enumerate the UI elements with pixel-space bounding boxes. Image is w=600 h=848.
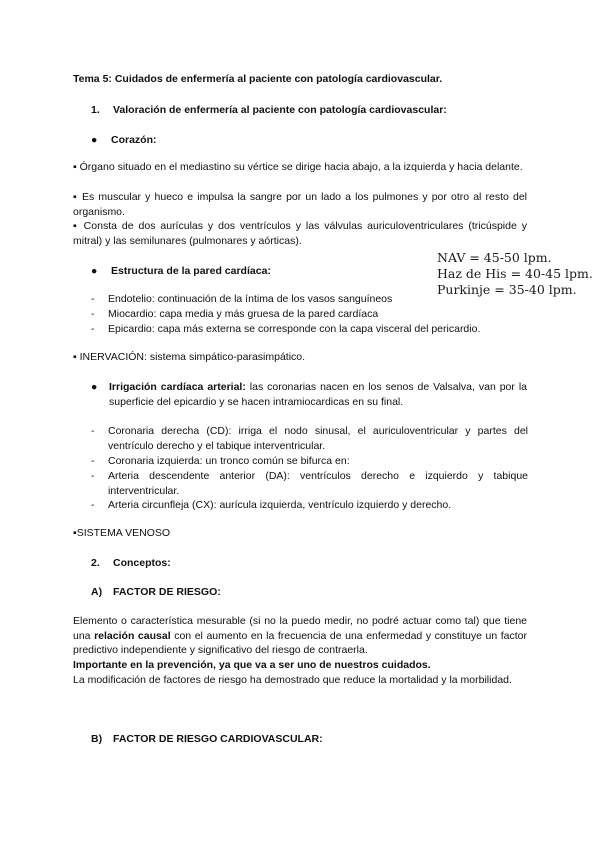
para-1-text-a: Elemento o característica mesurable (si no la puedo medir, no podré actuar como tal) que tiene una: [73, 615, 527, 642]
dash-marker: -: [91, 499, 95, 511]
section-1-number: 1.: [91, 104, 100, 116]
list-item: [0, 307, 600, 322]
irrigacion-block: [91, 380, 527, 409]
pared-heading: [91, 264, 271, 279]
irrigacion-item-2: Coronaria izquierda: un tronco común se bifurca en:: [108, 455, 350, 467]
dash-marker: -: [91, 308, 95, 320]
pared-item-3: Epicardio: capa más externa se corresponde con la capa visceral del pericardio.: [108, 323, 481, 335]
section-2-number: 2.: [91, 557, 100, 569]
irrigacion-item-3: Arteria descendente anterior (DA): ventrículos derecho e izquierdo y tabique interventricular.: [108, 470, 528, 497]
section-a-para-1: [73, 614, 527, 658]
corazon-title: Corazón:: [111, 134, 157, 146]
venoso-line: ▪SISTEMA VENOSO: [73, 527, 171, 539]
section-b-heading: [91, 732, 323, 747]
section-2-heading: [91, 556, 171, 571]
list-item: [0, 292, 600, 307]
section-a-title: FACTOR DE RIESGO:: [113, 586, 221, 598]
bullet-icon: ●: [91, 134, 98, 146]
list-item: [0, 454, 600, 469]
section-a-label: A): [91, 586, 103, 598]
corazon-para-3: ▪ Consta de dos aurículas y dos ventrículos y las válvulas auriculoventriculares (tricúspide y mitral) y las semilunares (pulmonares y aórticas).: [73, 220, 527, 247]
dash-marker: -: [91, 323, 95, 335]
corazon-para-2: ▪ Es muscular y hueco e impulsa la sangre por un lado a los pulmones y por otro al resto del organismo.: [73, 191, 527, 218]
dash-marker: -: [91, 425, 95, 437]
annotation-line-1: NAV = 45-50 lpm.: [437, 250, 552, 265]
annotation-line-2: Haz de His = 40-45 lpm.: [437, 266, 593, 281]
para-1-text-c: con el aumento en la frecuencia de una enfermedad y constituye un factor predictivo independiente y significativo del riesgo de contraerla.: [73, 629, 527, 657]
section-a-para-2: Importante en la prevención, ya que va a ser uno de nuestros cuidados.: [73, 659, 431, 671]
section-a-para-3: La modificación de factores de riesgo ha demostrado que reduce la mortalidad y la morbilidad.: [73, 674, 512, 686]
pared-title: Estructura de la pared cardíaca:: [111, 265, 271, 277]
irrigacion-title: Irrigación cardíaca arterial:: [109, 381, 246, 393]
handwritten-annotation: [437, 250, 593, 298]
list-item: [0, 469, 600, 499]
section-1-title: Valoración de enfermería al paciente con patología cardiovascular:: [113, 104, 447, 116]
dash-marker: -: [91, 455, 95, 467]
corazon-heading: [91, 133, 157, 148]
dash-marker: -: [91, 470, 95, 482]
irrigacion-text: las coronarias nacen en los senos de Valsalva, van por la superficie del epicardio y se hacen intramiocardicas en su final.: [109, 381, 527, 408]
annotation-line-3: Purkinje = 35-40 lpm.: [437, 282, 577, 297]
section-1-heading: [91, 103, 447, 118]
section-2-title: Conceptos:: [113, 557, 171, 569]
section-b-title: FACTOR DE RIESGO CARDIOVASCULAR:: [113, 733, 323, 745]
list-item: [0, 498, 600, 513]
list-item: [0, 322, 600, 337]
corazon-para-1: ▪ Órgano situado en el mediastino su vértice se dirige hacia abajo, a la izquierda y hacia delante.: [73, 161, 523, 173]
bullet-icon: ●: [91, 381, 98, 393]
bullet-icon: ●: [91, 265, 98, 277]
dash-marker: -: [91, 293, 95, 305]
pared-item-2: Miocardio: capa media y más gruesa de la pared cardíaca: [108, 308, 379, 320]
para-1-emphasis: relación causal: [94, 629, 171, 642]
irrigacion-item-4: Arteria circunfleja (CX): aurícula izquierda, ventrículo izquierdo y derecho.: [108, 499, 452, 511]
document-title: Tema 5: Cuidados de enfermería al paciente con patología cardiovascular.: [73, 73, 443, 85]
section-b-label: B): [91, 733, 103, 745]
list-item: [0, 424, 600, 454]
pared-item-1: Endotelio: continuación de la íntima de los vasos sanguíneos: [108, 293, 393, 305]
inervacion-line: ▪ INERVACIÓN: sistema simpático-parasimpático.: [73, 351, 306, 363]
section-a-heading: [91, 585, 221, 600]
irrigacion-item-1: Coronaria derecha (CD): irriga el nodo sinusal, el auriculoventricular y partes del ventrículo derecho y el tabique interventricular.: [108, 425, 528, 452]
